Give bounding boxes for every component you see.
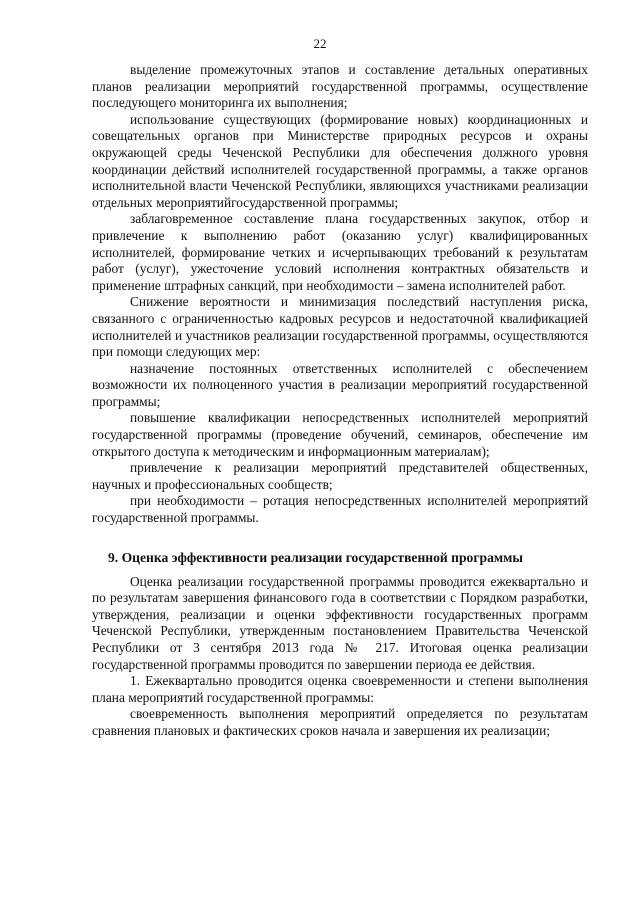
paragraph: выделение промежуточных этапов и составление детальных оперативных планов реализации мероприятий государственной программы, осуществление последующего мониторинга их выполнения; — [92, 62, 588, 111]
paragraph: назначение постоянных ответственных исполнителей с обеспечением возможности их полноценного участия в реализации мероприятий государственной программы; — [92, 360, 588, 409]
page-content — [92, 62, 588, 740]
paragraph: при необходимости – ротация непосредственных исполнителей мероприятий государственной программы. — [92, 493, 588, 526]
paragraph: использование существующих (формирование новых) координационных и совещательных органов при Министерстве природных ресурсов и охраны окружающей среды Чеченской Республики для обеспечения должного уровня координации действий исполнителей государственной программы, а также органов исполнительной власти Чеченской Республики, являющихся участниками реализации отдельных мероприятийгосударственной программы; — [92, 111, 588, 210]
paragraph: заблаговременное составление плана государственных закупок, отбор и привлечение к выполнению работ (оказанию услуг) квалифицированных исполнителей, формирование четких и исчерпывающих требований к результатам работ (услуг), ужесточение условий исполнения контрактных обязательств и применение штрафных санкций, при необходимости – замена исполнителей работ. — [92, 211, 588, 293]
paragraph: 1. Ежеквартально проводится оценка своевременности и степени выполнения плана мероприятий государственной программы: — [92, 673, 588, 705]
paragraph: привлечение к реализации мероприятий представителей общественных, научных и профессиональных сообществ; — [92, 460, 588, 492]
paragraph: повышение квалификации непосредственных исполнителей мероприятий государственной программы (проведение обучений, семинаров, обеспечение им открытого доступа к методическим и информационным материалам); — [92, 410, 588, 459]
section-heading: 9. Оценка эффективности реализации государственной программы — [108, 549, 523, 565]
paragraph: Снижение вероятности и минимизация последствий наступления риска, связанного с ограниченностью кадровых ресурсов и недостаточной квалификацией исполнителей и участников реализации государственной программы, осуществляются при помощи следующих мер: — [92, 294, 588, 360]
paragraph: Оценка реализации государственной программы проводится ежеквартально и по результатам завершения финансового года в соответствии с Порядком разработки, утверждения, реализации и оценки эффективности государственных программ Чеченской Республики, утвержденным постановлением Правительства Чеченской Республики от 3 сентября 2013 года № 217. Итоговая оценка реализации государственной программы проводится по завершении периода ее действия. — [92, 573, 588, 672]
paragraph: своевременность выполнения мероприятий определяется по результатам сравнения плановых и фактических сроков начала и завершения их реализации; — [92, 706, 588, 738]
page-number: 22 — [313, 36, 327, 51]
